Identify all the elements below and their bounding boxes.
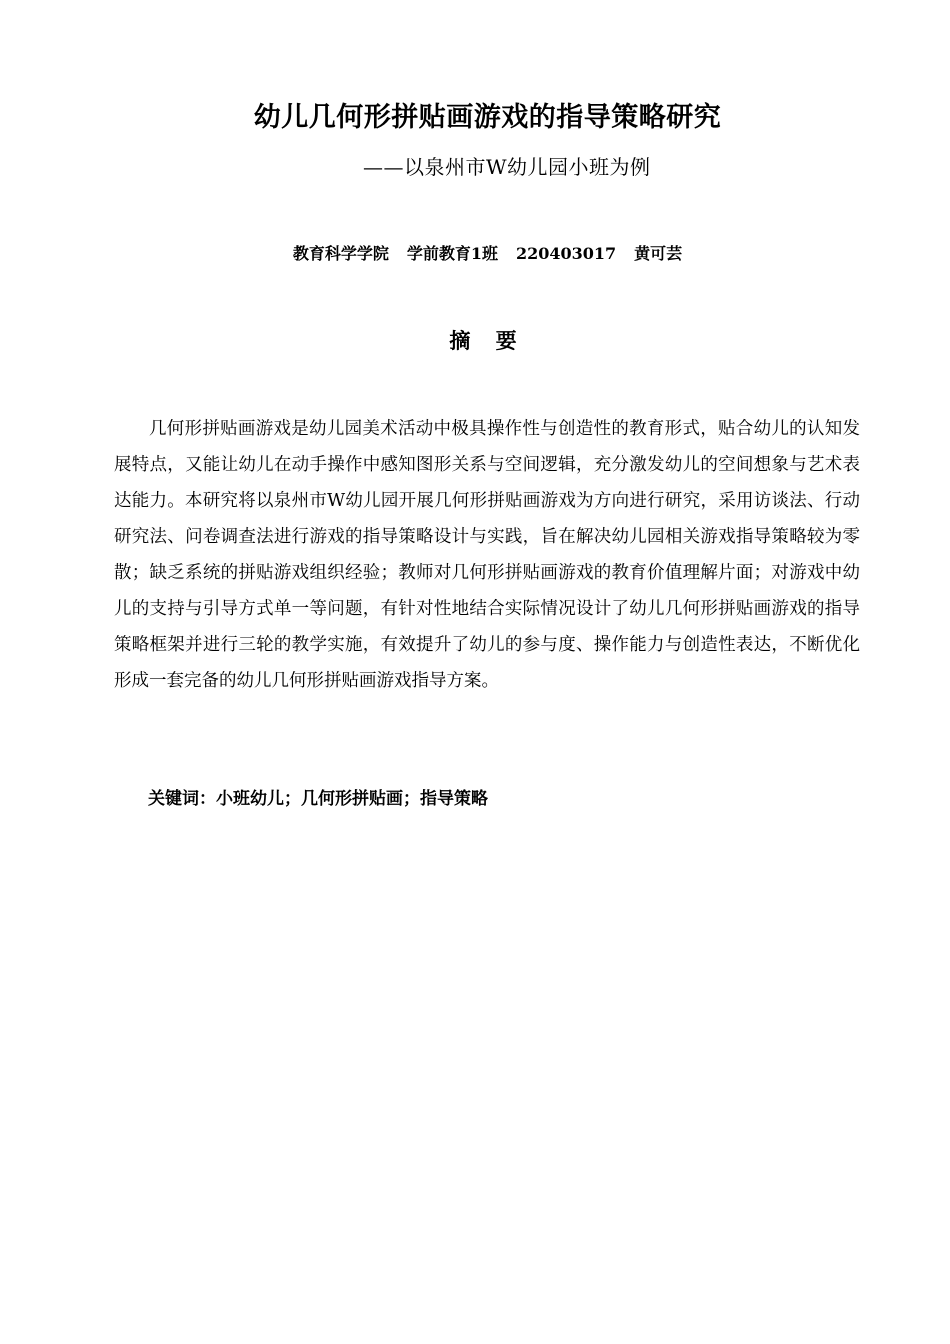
abstract-heading: 摘 要: [449, 329, 526, 353]
paper-subtitle: ——以泉州市W幼儿园小班为例: [363, 155, 651, 179]
student-id: 220403017: [515, 244, 617, 263]
class-name: 学前教育1班: [406, 244, 498, 263]
author-byline: [0, 239, 950, 269]
paper-title: 幼儿几何形拼贴画游戏的指导策略研究: [253, 102, 722, 133]
keywords-line: 关键词：小班幼儿；几何形拼贴画；指导策略: [148, 789, 488, 809]
author-name: 黄可芸: [634, 244, 683, 263]
college-name: 教育科学学院: [292, 244, 389, 263]
abstract-body: 几何形拼贴画游戏是幼儿园美术活动中极具操作性与创造性的教育形式，贴合幼儿的认知发展特点，又能让幼儿在动手操作中感知图形关系与空间逻辑，充分激发幼儿的空间想象与艺术表达能力。本研究将以泉州市W幼儿园开展几何形拼贴画游戏为方向进行研究，采用访谈法、行动研究法、问卷调查法进行游戏的指导策略设计与实践，旨在解决幼儿园相关游戏指导策略较为零散；缺乏系统的拼贴游戏组织经验；教师对几何形拼贴画游戏的教育价值理解片面；对游戏中幼儿的支持与引导方式单一等问题，有针对性地结合实际情况设计了幼儿几何形拼贴画游戏的指导策略框架并进行三轮的教学实施，有效提升了幼儿的参与度、操作能力与创造性表达，不断优化形成一套完备的幼儿几何形拼贴画游戏指导方案。: [114, 419, 860, 691]
